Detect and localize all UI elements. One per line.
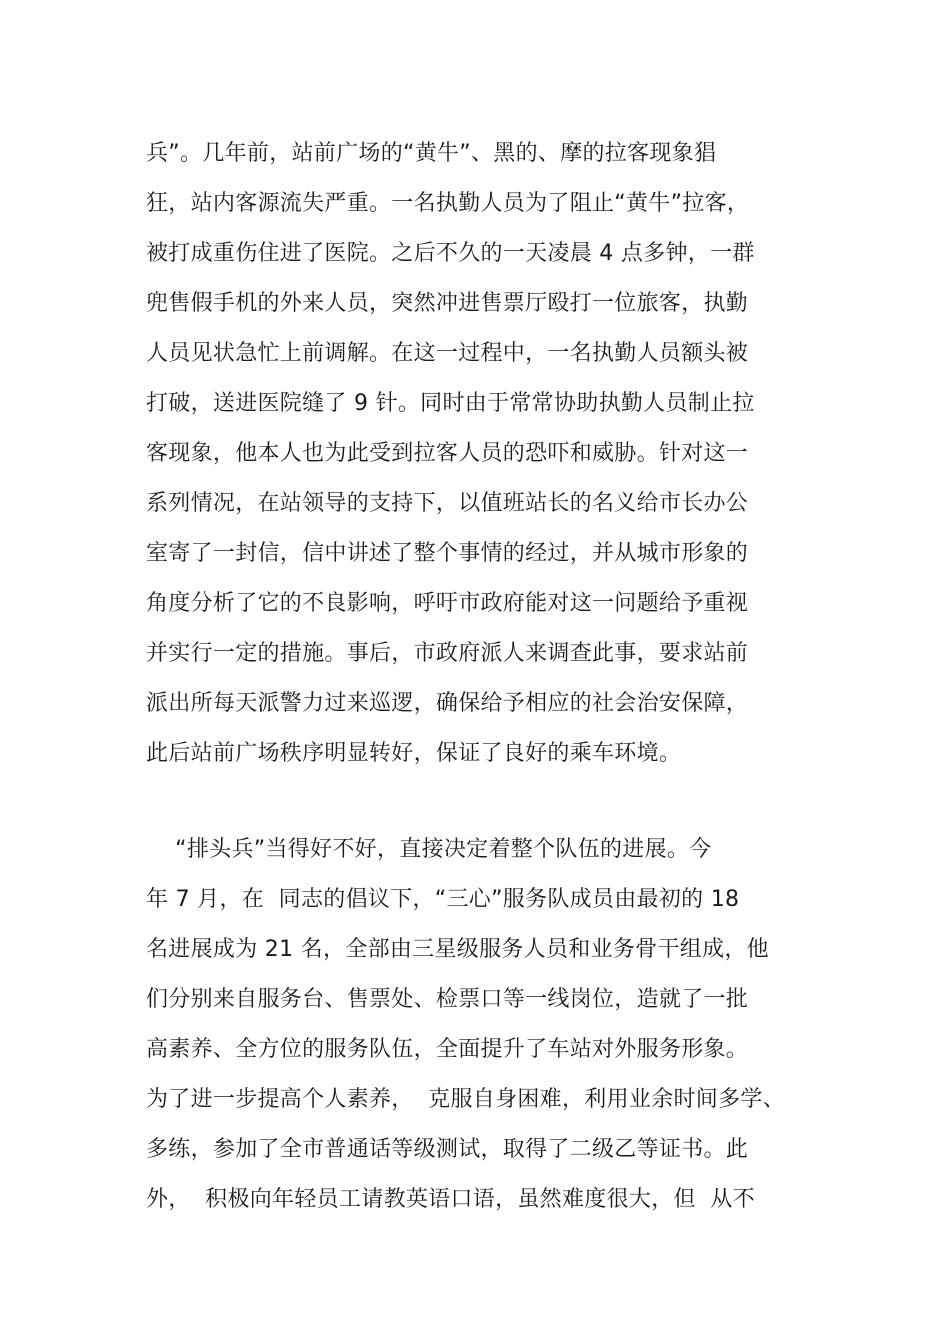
paragraph-2 [146, 825, 826, 1225]
text-line: 派出所每天派警力过来巡逻，确保给予相应的社会治安保障， [146, 691, 749, 716]
text-line: 人员见状急忙上前调解。在这一过程中，一名执勤人员额头被 [146, 341, 749, 366]
text-line: 打破，送进医院缝了 9 针。同时由于常常协助执勤人员制止拉 [146, 391, 755, 416]
text-line: 外， 积极向年轻员工请教英语口语，虽然难度很大，但 从不 [146, 1187, 755, 1212]
text-line: 兜售假手机的外来人员，突然冲进售票厅殴打一位旅客，执勤 [146, 291, 749, 316]
text-line: 年 7 月，在 同志的倡议下，“三心”服务队成员由最初的 18 [146, 887, 740, 912]
text-line: 兵”。几年前，站前广场的“黄牛”、黑的、摩的拉客现象猖 [146, 141, 717, 166]
text-line: 为了进一步提高个人素养， 克服自身困难，利用业余时间多学、 [146, 1087, 785, 1112]
text-line: 狂，站内客源流失严重。一名执勤人员为了阻止“黄牛”拉客， [146, 191, 750, 216]
text-line: 并实行一定的措施。事后，市政府派人来调查此事，要求站前 [146, 641, 749, 666]
text-line: 被打成重伤住进了医院。之后不久的一天凌晨 4 点多钟，一群 [146, 241, 755, 266]
text-line: 角度分析了它的不良影响，呼吁市政府能对这一问题给予重视 [146, 591, 749, 616]
text-line: 们分别来自服务台、售票处、检票口等一线岗位，造就了一批 [146, 987, 749, 1012]
paragraph-1 [146, 129, 826, 779]
text-line: 系列情况，在站领导的支持下，以值班站长的名义给市长办公 [146, 491, 749, 516]
text-line: “排头兵”当得好不好，直接决定着整个队伍的进展。今 [146, 837, 712, 862]
text-line: 多练，参加了全市普通话等级测试，取得了二级乙等证书。此 [146, 1137, 749, 1162]
text-line: 此后站前广场秩序明显转好，保证了良好的乘车环境。 [146, 741, 682, 766]
text-line: 客现象，他本人也为此受到拉客人员的恐吓和威胁。针对这一 [146, 441, 749, 466]
text-line: 室寄了一封信，信中讲述了整个事情的经过，并从城市形象的 [146, 541, 749, 566]
text-line: 高素养、全方位的服务队伍，全面提升了车站对外服务形象。 [146, 1037, 749, 1062]
text-line: 名进展成为 21 名，全部由三星级服务人员和业务骨干组成，他 [146, 937, 769, 962]
